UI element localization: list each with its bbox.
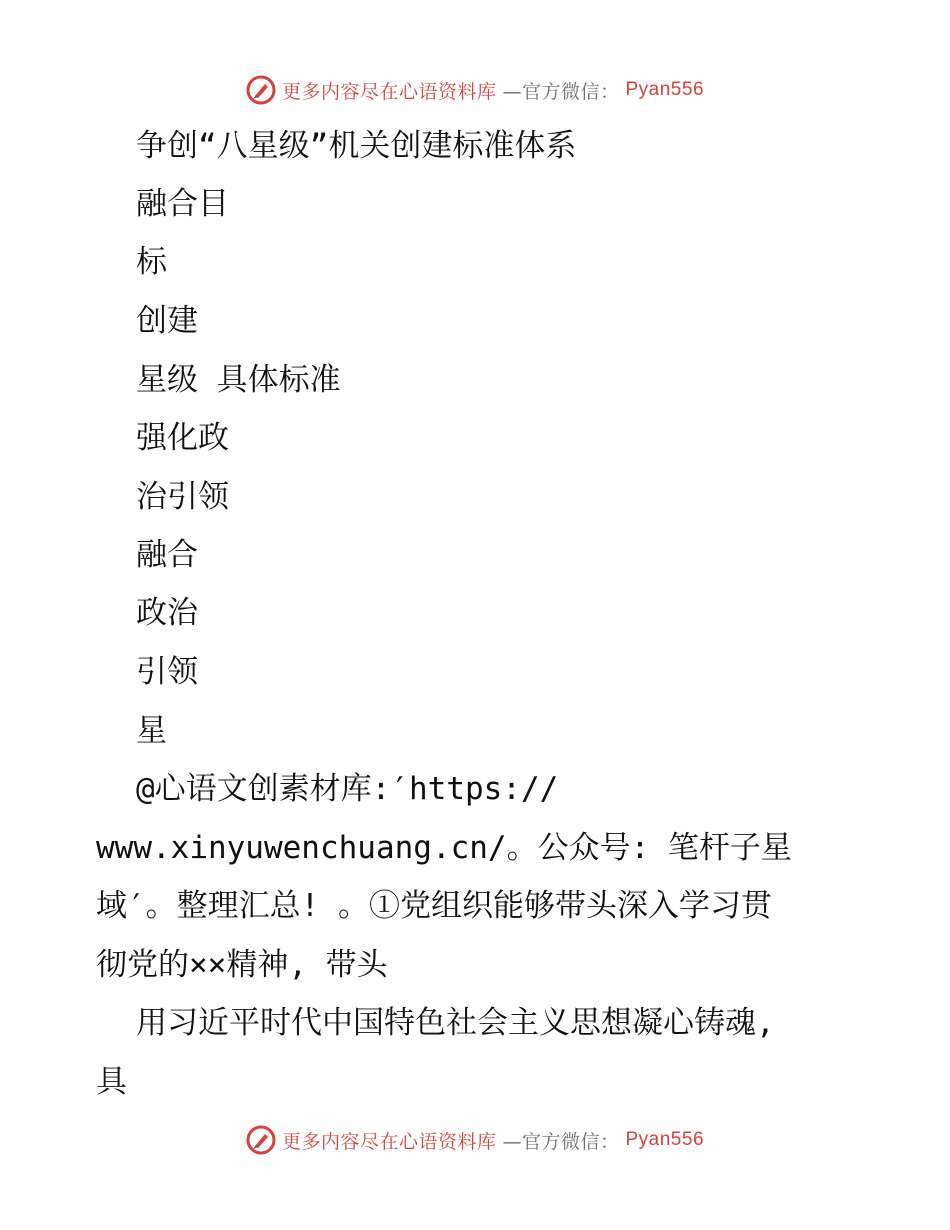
banner-wechat-id: Pyan556 xyxy=(625,79,705,100)
text-line: 创建 xyxy=(136,303,198,339)
text-line: 强化政 xyxy=(136,420,229,456)
doc-title-line: 争创“八星级”机关创建标准体系 xyxy=(136,128,577,164)
banner-wechat-id: Pyan556 xyxy=(625,1129,705,1150)
text-line: www.xinyuwenchuang.cn/。公众号: 笔杆子星 xyxy=(96,830,792,866)
text-line: 彻党的××精神, 带头 xyxy=(96,947,388,983)
text-line: 融合 xyxy=(136,537,198,573)
text-line: 用习近平时代中国特色社会主义思想凝心铸魂, xyxy=(136,1005,775,1041)
text-line: 治引领 xyxy=(136,479,229,515)
pen-nib-logo-icon xyxy=(246,75,276,105)
banner-site-text: 更多内容尽在心语资料库 xyxy=(281,1130,497,1153)
text-line: 标 xyxy=(136,244,167,280)
footer-banner xyxy=(0,1122,950,1158)
text-line: 政治 xyxy=(136,595,198,631)
text-line: 星 xyxy=(136,713,167,749)
text-line: @心语文创素材库:′https:// xyxy=(136,771,559,807)
text-line: 引领 xyxy=(136,654,198,690)
banner-site-text: 更多内容尽在心语资料库 xyxy=(281,80,497,103)
pen-nib-logo-icon xyxy=(246,1125,276,1155)
text-line: 融合目 xyxy=(136,186,229,222)
text-line: 域′。整理汇总! 。①党组织能够带头深入学习贯 xyxy=(96,888,772,924)
text-line: 星级 具体标准 xyxy=(136,362,341,398)
banner-wechat-label: —官方微信： xyxy=(502,1130,620,1153)
banner-wechat-label: —官方微信： xyxy=(502,80,620,103)
text-line: 具 xyxy=(96,1064,127,1100)
header-banner xyxy=(0,72,950,108)
